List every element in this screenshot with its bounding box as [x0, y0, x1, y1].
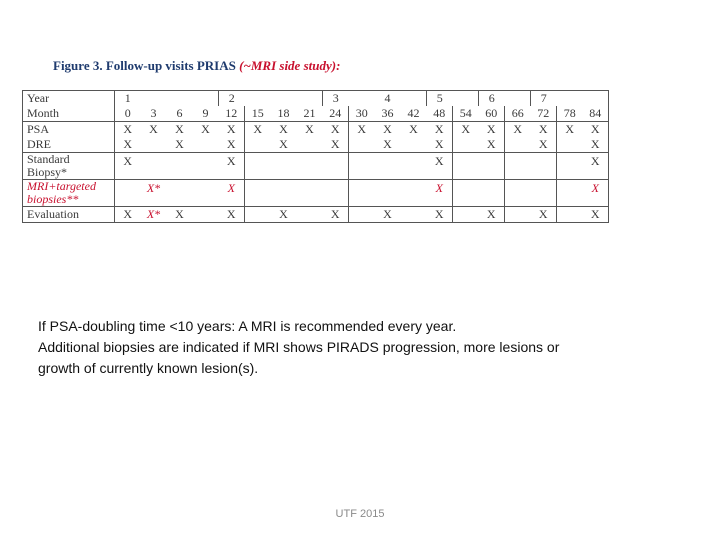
follow-up-schedule-table — [22, 90, 609, 223]
standard-biopsy-cell: X — [427, 153, 453, 180]
standard-biopsy-cell: X — [219, 153, 245, 180]
dre-cell: X — [590, 137, 600, 151]
dre-cell: X — [434, 137, 444, 151]
dre-cell — [557, 137, 583, 153]
evaluation-cell: X — [375, 207, 401, 223]
evaluation-cell — [453, 207, 479, 223]
psa-cell: X — [401, 122, 427, 138]
psa-cell: X — [115, 122, 141, 138]
standard-biopsy-cell — [323, 153, 349, 180]
dre-cell — [505, 137, 531, 153]
mri-targeted-cell — [271, 180, 297, 207]
evaluation-cell: X — [115, 207, 141, 223]
month-cell: 24 — [329, 106, 342, 120]
month-cell: 78 — [557, 106, 583, 122]
body-text — [38, 316, 598, 379]
psa-cell: X — [427, 122, 453, 138]
standard-biopsy-cell — [167, 153, 193, 180]
mri-targeted-cell — [245, 180, 271, 207]
psa-cell: X — [453, 122, 479, 138]
evaluation-cell — [505, 207, 531, 223]
standard-biopsy-cell — [401, 153, 427, 180]
psa-cell: X — [323, 122, 349, 138]
mri-targeted-cell — [297, 180, 323, 207]
year-cell: 7 — [531, 91, 557, 107]
year-cell: 1 — [124, 91, 131, 105]
psa-cell: X — [479, 122, 505, 138]
evaluation-cell — [245, 207, 271, 223]
psa-cell: X — [167, 122, 193, 138]
mri-targeted-cell — [505, 180, 531, 207]
dre-row — [23, 137, 609, 153]
evaluation-cell: X — [271, 207, 297, 223]
month-cell: 0 — [124, 106, 131, 120]
psa-cell: X — [375, 122, 401, 138]
psa-cell: X — [557, 122, 583, 138]
standard-biopsy-cell — [271, 153, 297, 180]
figure-title — [53, 58, 340, 74]
mri-targeted-cell: X — [583, 180, 609, 207]
standard-biopsy-cell — [531, 153, 557, 180]
standard-biopsy-cell — [375, 153, 401, 180]
standard-biopsy-row — [23, 153, 609, 180]
dre-cell: X — [175, 137, 184, 151]
month-cell: 72 — [537, 106, 550, 120]
dre-cell — [141, 137, 167, 153]
dre-label: DRE — [23, 137, 115, 153]
psa-row — [23, 122, 609, 138]
body-line-1: If PSA-doubling time <10 years: A MRI is recommended every year. — [38, 318, 457, 334]
dre-cell — [401, 137, 427, 153]
standard-biopsy-cell — [193, 153, 219, 180]
dre-cell: X — [279, 137, 288, 151]
mri-targeted-cell — [167, 180, 193, 207]
month-cell: 9 — [202, 106, 209, 120]
evaluation-cell: X — [323, 207, 349, 223]
evaluation-cell: X — [479, 207, 505, 223]
evaluation-cell — [349, 207, 375, 223]
standard-biopsy-cell — [245, 153, 271, 180]
evaluation-cell: X — [583, 207, 609, 223]
month-cell: 48 — [433, 106, 446, 120]
evaluation-cell: X — [531, 207, 557, 223]
mri-targeted-cell — [479, 180, 505, 207]
standard-biopsy-cell — [453, 153, 479, 180]
month-cell: 12 — [225, 106, 238, 120]
evaluation-row — [23, 207, 609, 223]
dre-cell — [349, 137, 375, 153]
year-cell: 4 — [384, 91, 391, 105]
dre-cell: X — [538, 137, 548, 151]
mri-targeted-cell: X — [219, 180, 245, 207]
standard-biopsy-label: Standard Biopsy* — [23, 153, 115, 180]
dre-cell: X — [226, 137, 236, 151]
psa-cell: X — [141, 122, 167, 138]
dre-cell: X — [123, 137, 133, 151]
month-cell: 15 — [245, 106, 271, 122]
month-cell: 6 — [176, 106, 183, 120]
mri-targeted-cell: X* — [141, 180, 167, 207]
standard-biopsy-cell: X — [583, 153, 609, 180]
year-cell: 3 — [323, 91, 349, 107]
standard-biopsy-cell — [297, 153, 323, 180]
month-cell: 60 — [485, 106, 498, 120]
psa-cell: X — [271, 122, 297, 138]
evaluation-cell: X* — [141, 207, 167, 223]
dre-cell: X — [383, 137, 392, 151]
evaluation-cell — [297, 207, 323, 223]
month-cell: 84 — [589, 106, 602, 120]
year-row — [23, 91, 609, 107]
dre-cell: X — [330, 137, 340, 151]
standard-biopsy-cell — [479, 153, 505, 180]
psa-cell: X — [245, 122, 271, 138]
evaluation-cell — [557, 207, 583, 223]
month-cell: 30 — [349, 106, 375, 122]
psa-label: PSA — [23, 122, 115, 138]
dre-cell — [453, 137, 479, 153]
mri-targeted-label: MRI+targeted biopsies** — [23, 180, 115, 207]
year-label: Year — [23, 91, 115, 107]
standard-biopsy-cell — [141, 153, 167, 180]
year-cell: 6 — [479, 91, 505, 107]
evaluation-cell — [401, 207, 427, 223]
mri-targeted-row — [23, 180, 609, 207]
evaluation-cell — [193, 207, 219, 223]
month-label: Month — [23, 106, 115, 122]
month-cell: 42 — [407, 106, 420, 120]
psa-cell: X — [583, 122, 609, 138]
dre-cell — [297, 137, 323, 153]
mri-targeted-cell — [557, 180, 583, 207]
month-cell: 3 — [150, 106, 157, 120]
evaluation-label: Evaluation — [23, 207, 115, 223]
mri-targeted-cell — [401, 180, 427, 207]
dre-cell: X — [486, 137, 496, 151]
evaluation-cell: X — [427, 207, 453, 223]
month-cell: 21 — [303, 106, 316, 120]
figure-title-suffix: (~MRI side study): — [239, 58, 341, 73]
psa-cell: X — [297, 122, 323, 138]
mri-targeted-cell — [193, 180, 219, 207]
year-cell: 5 — [427, 91, 453, 107]
mri-targeted-cell — [375, 180, 401, 207]
psa-cell: X — [349, 122, 375, 138]
psa-cell: X — [219, 122, 245, 138]
figure-title-main: Figure 3. Follow-up visits PRIAS — [53, 58, 236, 73]
body-line-2: Additional biopsies are indicated if MRI shows PIRADS progression, more lesions or growth of currently known lesion(s). — [38, 339, 560, 376]
evaluation-cell: X — [219, 207, 245, 223]
psa-cell: X — [531, 122, 557, 138]
standard-biopsy-cell: X — [115, 153, 141, 180]
evaluation-cell: X — [167, 207, 193, 223]
mri-targeted-cell — [453, 180, 479, 207]
month-cell: 18 — [277, 106, 290, 120]
mri-targeted-cell — [323, 180, 349, 207]
month-cell: 54 — [453, 106, 479, 122]
month-cell: 36 — [381, 106, 394, 120]
mri-targeted-cell — [531, 180, 557, 207]
standard-biopsy-cell — [349, 153, 375, 180]
month-row — [23, 106, 609, 122]
psa-cell: X — [193, 122, 219, 138]
dre-cell — [193, 137, 219, 153]
mri-targeted-cell: X — [427, 180, 453, 207]
footer-text: UTF 2015 — [335, 508, 385, 520]
standard-biopsy-cell — [505, 153, 531, 180]
standard-biopsy-cell — [557, 153, 583, 180]
mri-targeted-cell — [349, 180, 375, 207]
dre-cell — [245, 137, 271, 153]
month-cell: 66 — [505, 106, 531, 122]
mri-targeted-cell — [115, 180, 141, 207]
year-cell: 2 — [219, 91, 245, 107]
psa-cell: X — [505, 122, 531, 138]
